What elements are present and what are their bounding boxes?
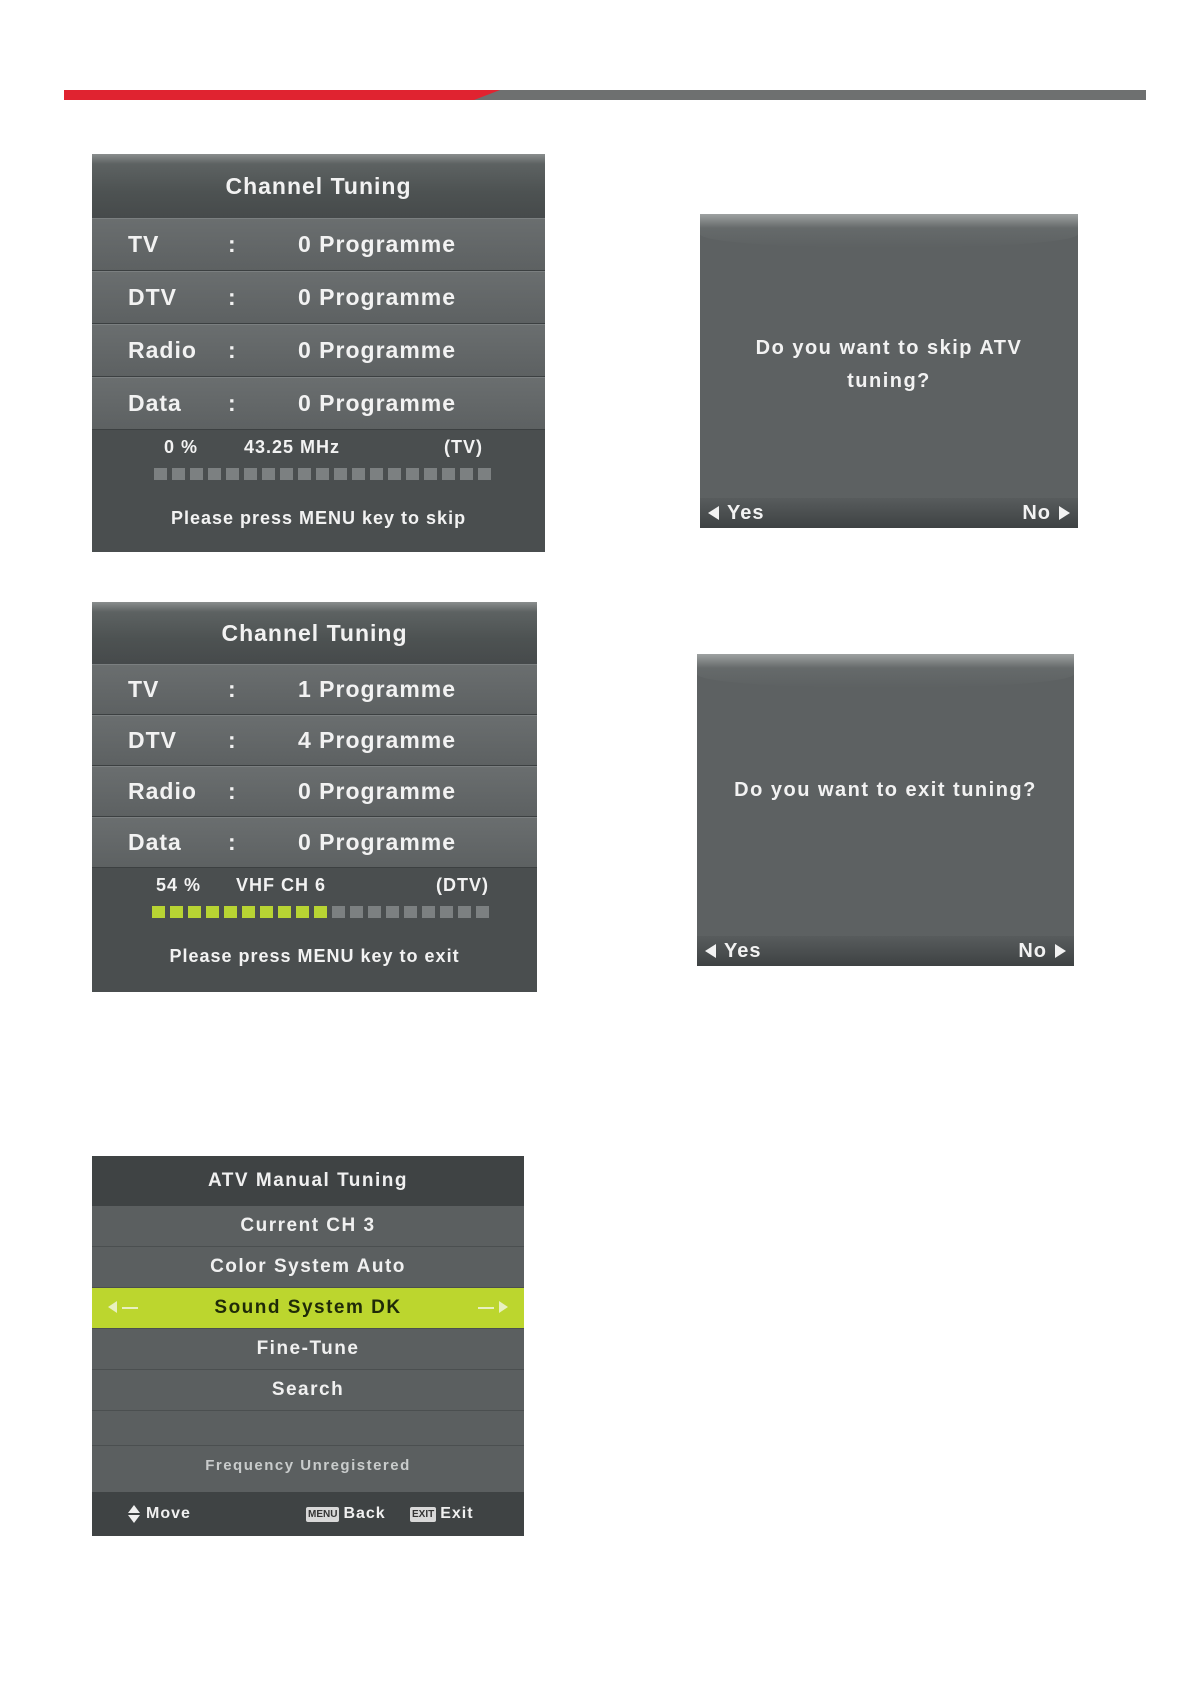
menu-hint: Please press MENU key to skip	[170, 508, 467, 528]
progress-segment	[332, 906, 345, 918]
progress-segment	[262, 468, 275, 480]
no-label: No	[1018, 939, 1047, 962]
progress-segment	[460, 468, 473, 480]
progress-segment	[368, 906, 381, 918]
menu-item-search[interactable]	[92, 1370, 524, 1411]
row-label: DTV	[128, 284, 177, 310]
yes-label: Yes	[727, 501, 765, 524]
menu-item-label: Fine-Tune	[256, 1338, 360, 1359]
row-tv	[92, 218, 545, 271]
row-value: 0 Programme	[298, 390, 457, 416]
progress-bar	[92, 906, 537, 920]
header-stripe-red	[64, 90, 484, 100]
progress-segment	[226, 468, 239, 480]
progress-segment	[388, 468, 401, 480]
message-line-2: tuning?	[847, 370, 931, 392]
row-dtv	[92, 271, 545, 324]
row-radio	[92, 766, 537, 817]
row-dtv	[92, 715, 537, 766]
no-label: No	[1022, 501, 1051, 524]
progress-segment	[476, 906, 489, 918]
row-value: 4 Programme	[298, 727, 457, 753]
row-separator: :	[228, 778, 237, 804]
up-down-arrows-icon	[128, 1505, 140, 1523]
frequency-status: Frequency Unregistered	[205, 1456, 411, 1474]
yes-button[interactable]	[705, 940, 761, 963]
dialog-message: Do you want to exit tuning?	[734, 779, 1037, 801]
progress-segment	[208, 468, 221, 480]
channel-tuning-panel-1	[92, 154, 545, 552]
progress-segment	[244, 468, 257, 480]
scan-status	[92, 868, 537, 902]
row-label: TV	[128, 231, 160, 257]
exit-tuning-dialog	[697, 654, 1074, 966]
row-value: 0 Programme	[298, 231, 457, 257]
progress-segment	[314, 906, 327, 918]
atv-manual-tuning-panel	[92, 1156, 524, 1536]
exit-label: Exit	[440, 1505, 474, 1522]
progress-segment	[170, 906, 183, 918]
row-data	[92, 377, 545, 430]
progress-segment	[296, 906, 309, 918]
dialog-footer	[700, 498, 1078, 528]
progress-segment	[478, 468, 491, 480]
dialog-cap	[697, 654, 1074, 688]
progress-segment	[334, 468, 347, 480]
scan-frequency: VHF CH 6	[236, 874, 327, 895]
panel-footer	[92, 1492, 524, 1536]
progress-segment	[206, 906, 219, 918]
panel-title: Channel Tuning	[92, 602, 537, 664]
arrow-left-icon	[705, 944, 716, 958]
progress-segment	[350, 906, 363, 918]
scan-frequency: 43.25 MHz	[244, 436, 341, 457]
back-hint[interactable]	[306, 1505, 386, 1523]
progress-segment	[260, 906, 273, 918]
row-value: 0 Programme	[298, 337, 457, 363]
row-separator: :	[228, 829, 237, 855]
scan-percent: 54 %	[156, 874, 202, 895]
progress-segment	[242, 906, 255, 918]
progress-segment	[154, 468, 167, 480]
menu-item-label: Color System Auto	[210, 1256, 406, 1277]
progress-segment	[188, 906, 201, 918]
skip-atv-dialog	[700, 214, 1078, 528]
scan-status	[92, 430, 545, 464]
progress-segment	[298, 468, 311, 480]
scan-mode: (TV)	[444, 436, 483, 457]
dialog-footer	[697, 936, 1074, 966]
arrow-right-icon	[1055, 944, 1066, 958]
progress-segment	[370, 468, 383, 480]
progress-segment	[224, 906, 237, 918]
row-label: Data	[128, 390, 182, 416]
yes-button[interactable]	[708, 502, 764, 525]
no-button[interactable]	[1018, 940, 1066, 963]
channel-tuning-panel-2	[92, 602, 537, 992]
row-separator: :	[228, 676, 237, 702]
row-radio	[92, 324, 545, 377]
progress-segment	[278, 906, 291, 918]
move-hint	[128, 1505, 191, 1523]
menu-item-fine-tune[interactable]	[92, 1329, 524, 1370]
row-label: DTV	[128, 727, 177, 753]
progress-segment	[172, 468, 185, 480]
menu-hint: Please press MENU key to exit	[169, 946, 460, 966]
row-value: 0 Programme	[298, 284, 457, 310]
exit-hint[interactable]	[410, 1505, 474, 1523]
header-stripe	[64, 90, 1146, 100]
menu-item-label: Search	[271, 1379, 345, 1400]
row-value: 1 Programme	[298, 676, 457, 702]
back-label: Back	[343, 1505, 386, 1522]
progress-segment	[352, 468, 365, 480]
progress-segment	[280, 468, 293, 480]
panel-title: ATV Manual Tuning	[92, 1156, 524, 1206]
progress-segment	[316, 468, 329, 480]
header-stripe-grey	[500, 90, 1146, 100]
menu-key-icon: MENU	[308, 1508, 338, 1520]
row-value: 0 Programme	[298, 778, 457, 804]
row-label: TV	[128, 676, 160, 702]
dash-left-icon	[122, 1307, 138, 1309]
no-button[interactable]	[1022, 502, 1070, 525]
progress-segment	[458, 906, 471, 918]
row-separator: :	[228, 231, 237, 257]
row-label: Data	[128, 829, 182, 855]
row-label: Radio	[128, 337, 197, 363]
move-label: Move	[146, 1505, 191, 1522]
panel-title: Channel Tuning	[92, 154, 545, 218]
dash-right-icon	[478, 1307, 494, 1309]
menu-item-label: Current CH 3	[240, 1215, 376, 1236]
dialog-cap	[700, 214, 1078, 248]
message-line-1: Do you want to skip ATV	[755, 337, 1023, 359]
menu-item-current-ch[interactable]	[92, 1206, 524, 1247]
row-value: 0 Programme	[298, 829, 457, 855]
row-separator: :	[228, 337, 237, 363]
dialog-message	[700, 332, 1078, 398]
arrow-left-icon[interactable]	[108, 1301, 117, 1313]
arrow-right-icon	[1059, 506, 1070, 520]
row-separator: :	[228, 390, 237, 416]
row-tv	[92, 664, 537, 715]
progress-segment	[152, 906, 165, 918]
progress-segment	[442, 468, 455, 480]
row-data	[92, 817, 537, 868]
menu-item-sound-system[interactable]	[92, 1288, 524, 1329]
menu-item-label: Sound System DK	[214, 1297, 402, 1318]
exit-key-icon: EXIT	[412, 1508, 435, 1520]
arrow-right-icon[interactable]	[499, 1301, 508, 1313]
progress-segment	[404, 906, 417, 918]
yes-label: Yes	[724, 939, 762, 962]
row-label: Radio	[128, 778, 197, 804]
progress-segment	[422, 906, 435, 918]
progress-segment	[190, 468, 203, 480]
arrow-left-icon	[708, 506, 719, 520]
progress-segment	[424, 468, 437, 480]
progress-segment	[440, 906, 453, 918]
menu-item-color-system[interactable]	[92, 1247, 524, 1288]
row-separator: :	[228, 727, 237, 753]
scan-percent: 0 %	[164, 436, 199, 457]
progress-segment	[386, 906, 399, 918]
progress-bar	[92, 468, 545, 482]
empty-row	[92, 1411, 524, 1446]
row-separator: :	[228, 284, 237, 310]
progress-segment	[406, 468, 419, 480]
scan-mode: (DTV)	[436, 874, 489, 895]
